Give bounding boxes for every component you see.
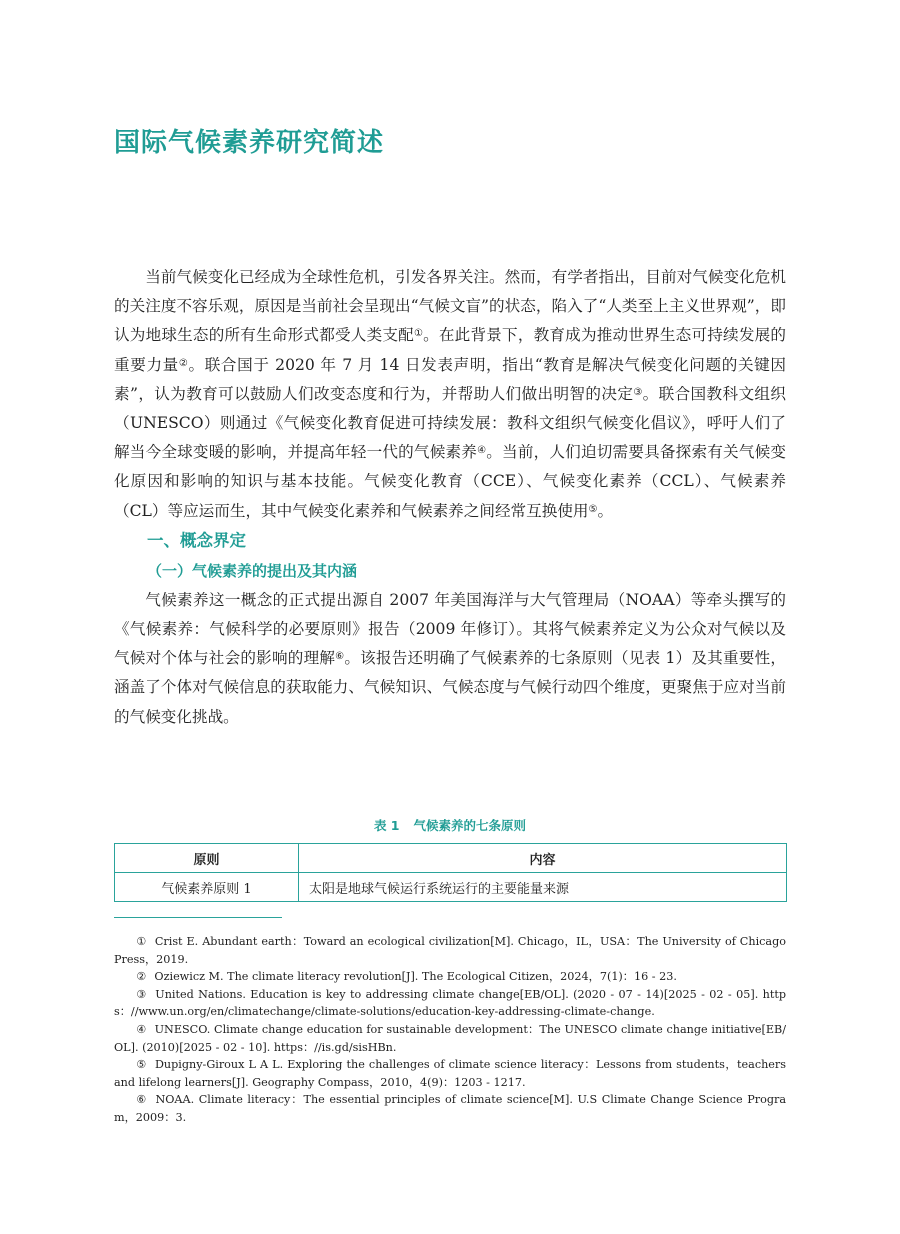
footnote-item: ③ United Nations. Education is key to addressing climate change[EB/OL]. (2020 - 07 - 14)[2025 - 02 - 05]. https：//www.un.org/en/climatechange/climate-solutions/education-key-addressing-climate-change.: [114, 987, 786, 1019]
page-title: 国际气候素养研究简述: [114, 128, 385, 158]
table-header-principle: 原则: [115, 844, 299, 873]
footnote-item: ① Crist E. Abundant earth：Toward an ecological civilization[M]. Chicago，IL，USA：The University of Chicago Press，2019.: [114, 935, 786, 966]
table-label: 表 1: [373, 818, 400, 833]
table-header-row: [115, 844, 787, 873]
subsection-paragraph: 气候素养这一概念的正式提出源自 2007 年美国海洋与大气管理局（NOAA）等牵头撰写的《气候素养：气候科学的必要原则》报告（2009 年修订）。其将气候素养定义为公众对气候以及气候对个体与社会的影响的理解⑥。该报告还明确了气候素养的七条原则（见表 1）及其重要性，涵盖了个体对气候信息的获取能力、气候知识、气候态度与气候行动四个维度，更聚焦于应对当前的气候变化挑战。: [114, 590, 786, 726]
footnote-item: ② Oziewicz M. The climate literacy revolution[J]. The Ecological Citizen，2024，7(1)：16 - 23.: [136, 970, 677, 984]
footnote-mark: ④: [136, 1022, 147, 1036]
footnote-ref-4[interactable]: ④: [477, 445, 487, 457]
footnote-ref-6[interactable]: ⑥: [335, 651, 345, 663]
table-cell-content: 太阳是地球气候运行系统运行的主要能量来源: [299, 873, 787, 902]
footnote-mark: ⑥: [136, 1093, 148, 1107]
footnote-mark: ③: [136, 987, 148, 1001]
intro-paragraph: 当前气候变化已经成为全球性危机，引发各界关注。然而，有学者指出，目前对气候变化危机的关注度不容乐观，原因是当前社会呈现出“气候文盲”的状态，陷入了“人类至上主义世界观”，即认为地球生态的所有生命形式都受人类支配①。在此背景下，教育成为推动世界生态可持续发展的重要力量②。联合国于 2020 年 7 月 14 日发表声明，指出“教育是解决气候变化问题的关键因素”，认为教育可以鼓励人们改变态度和行为，并帮助人们做出明智的决定③。联合国教科文组织（UNESCO）则通过《气候变化教育促进可持续发展：教科文组织气候变化倡议》，呼吁人们了解当今全球变暖的影响，并提高年轻一代的气候素养④。当前，人们迫切需要具备探索有关气候变化原因和影响的知识与基本技能。气候变化教育（CCE）、气候变化素养（CCL）、气候素养（CL）等应运而生，其中气候变化素养和气候素养之间经常互换使用⑤。: [114, 268, 786, 520]
footnote-ref-5[interactable]: ⑤: [588, 503, 598, 515]
footnote-ref-2[interactable]: ②: [178, 357, 189, 369]
footnotes: [114, 933, 786, 1127]
footnote-item: ⑤ Dupigny-Giroux L A L. Exploring the challenges of climate science literacy：Lessons from students，teachers and lifelong learners[J]. Geography Compass，2010，4(9)：1203 - 1217.: [114, 1058, 786, 1089]
subsection-heading: （一）气候素养的提出及其内涵: [147, 561, 358, 580]
footnote-mark: ⑤: [136, 1058, 147, 1072]
article-body: [114, 263, 786, 732]
footnote-item: ⑥ NOAA. Climate literacy：The essential principles of climate science[M]. U.S Climate Change Science Program，2009：3.: [114, 1093, 786, 1124]
footnote-ref-3[interactable]: ③: [633, 386, 643, 398]
table-cell-principle: 气候素养原则 1: [115, 873, 299, 902]
table-header-content: 内容: [299, 844, 787, 873]
section-heading: 一、概念界定: [147, 530, 246, 550]
table-caption: [114, 816, 786, 834]
table-row: [115, 873, 787, 902]
table-title: 气候素养的七条原则: [413, 818, 527, 833]
footnote-mark: ②: [136, 970, 147, 984]
footnote-item: ④ UNESCO. Climate change education for sustainable development：The UNESCO climate change initiative[EB/OL]. (2010)[2025 - 02 - 10]. https：//is.gd/sisHBn.: [114, 1022, 787, 1054]
footnote-ref-1[interactable]: ①: [413, 328, 424, 340]
footnote-divider: [114, 917, 282, 918]
principles-table: [114, 843, 787, 902]
footnote-mark: ①: [136, 935, 147, 948]
